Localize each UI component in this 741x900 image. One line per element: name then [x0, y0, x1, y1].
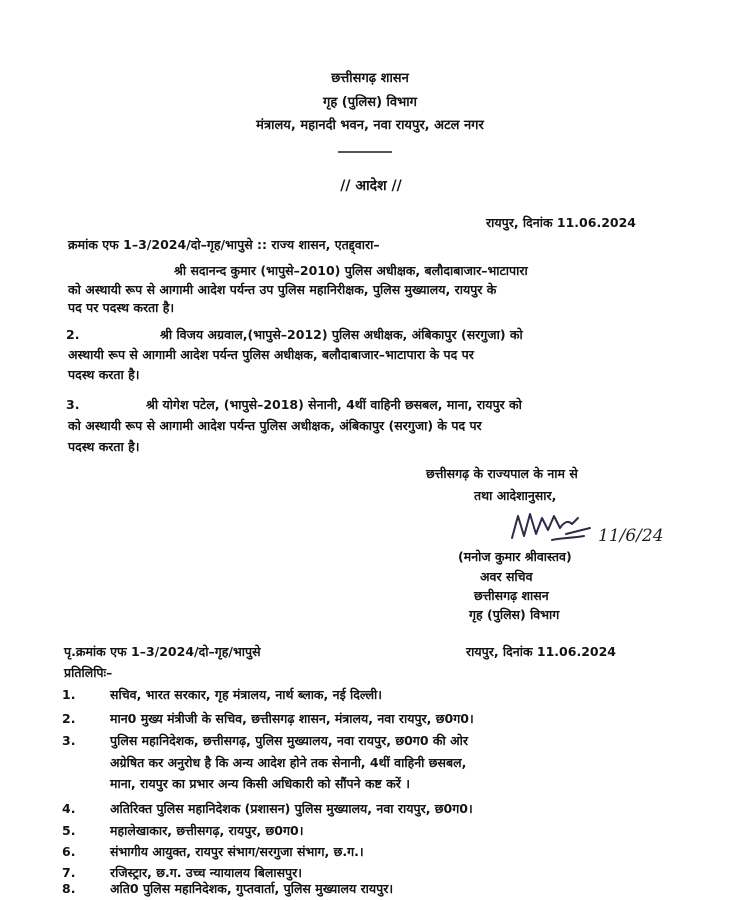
copy-item-4-number: 4.	[62, 801, 76, 816]
order-item-3-line-2: को अस्थायी रूप से आगामी आदेश पर्यन्त पुलिस अधीक्षक, अंबिकापुर (सरगुजा) के पद पर	[68, 418, 482, 433]
order-item-3-line-1: श्री योगेश पटेल, (भापुसे–2018) सेनानी, 4थीं वाहिनी छसबल, माना, रायपुर को	[146, 397, 522, 412]
header-department: गृह (पुलिस) विभाग	[323, 95, 417, 110]
order-item-1-line-2: को अस्थायी रूप से आगामी आदेश पर्यन्त उप पुलिस महानिरीक्षक, पुलिस मुख्यालय, रायपुर के	[68, 282, 497, 297]
signatory-office: छत्तीसगढ़ शासन	[474, 588, 549, 603]
header-address: मंत्रालय, महानदी भवन, नवा रायपुर, अटल नगर	[256, 118, 484, 133]
order-place-date: रायपुर, दिनांक 11.06.2024	[486, 215, 636, 230]
copy-item-3-number: 3.	[62, 733, 76, 748]
copy-item-2: मान0 मुख्य मंत्रीजी के सचिव, छत्तीसगढ़ शासन, मंत्रालय, नवा रायपुर, छ0ग0।	[110, 711, 474, 726]
copy-item-8: अति0 पुलिस महानिदेशक, गुप्तवार्ता, पुलिस मुख्यालय रायपुर।	[110, 881, 394, 896]
endorsement-place-date: रायपुर, दिनांक 11.06.2024	[466, 644, 616, 659]
order-item-3-number: 3.	[66, 397, 80, 412]
order-item-1-line-1: श्री सदानन्द कुमार (भापुसे–2010) पुलिस अधीक्षक, बलौदाबाजार–भाटापारा	[174, 263, 528, 278]
copy-item-5: महालेखाकार, छत्तीसगढ़, रायपुर, छ0ग0।	[110, 823, 304, 838]
copy-item-6-number: 6.	[62, 844, 76, 859]
copy-item-3-line-3: माना, रायपुर का प्रभार अन्य किसी अधिकारी को सौंपने कष्ट करें ।	[110, 776, 410, 791]
endorsement-number: पृ.क्रमांक एफ 1–3/2024/दो–गृह/भापुसे	[64, 644, 261, 659]
copy-label: प्रतिलिपिः–	[64, 665, 113, 680]
copy-item-7-number: 7.	[62, 865, 76, 880]
signature-scribble	[508, 500, 598, 550]
copy-item-7: रजिस्ट्रार, छ.ग. उच्च न्यायालय बिलासपुर।	[110, 865, 302, 880]
copy-item-1: सचिव, भारत सरकार, गृह मंत्रालय, नार्थ ब्लाक, नई दिल्ली।	[110, 687, 383, 702]
copy-item-3-line-2: अग्रेषित कर अनुरोध है कि अन्य आदेश होने तक सेनानी, 4थीं वाहिनी छसबल,	[110, 755, 467, 770]
by-order-line-2: तथा आदेशानुसार,	[474, 488, 557, 503]
handwritten-date: 11/6/24	[598, 526, 664, 546]
header-divider	[338, 151, 392, 153]
signatory-designation: अवर सचिव	[480, 569, 533, 584]
copy-item-2-number: 2.	[62, 711, 76, 726]
copy-item-8-number: 8.	[62, 881, 76, 896]
copy-item-5-number: 5.	[62, 823, 76, 838]
order-title: // आदेश //	[340, 178, 402, 194]
copy-item-3-line-1: पुलिस महानिदेशक, छत्तीसगढ़, पुलिस मुख्यालय, नवा रायपुर, छ0ग0 की ओर	[110, 733, 468, 748]
by-order-line-1: छत्तीसगढ़ के राज्यपाल के नाम से	[426, 466, 578, 481]
order-item-2-line-1: श्री विजय अग्रवाल,(भापुसे–2012) पुलिस अधीक्षक, अंबिकापुर (सरगुजा) को	[160, 327, 523, 342]
order-item-2-line-2: अस्थायी रूप से आगामी आदेश पर्यन्त पुलिस अधीक्षक, बलौदाबाजार–भाटापारा के पद पर	[68, 347, 474, 362]
order-item-2-number: 2.	[66, 327, 80, 342]
copy-item-4: अतिरिक्त पुलिस महानिदेशक (प्रशासन) पुलिस मुख्यालय, नवा रायपुर, छ0ग0।	[110, 801, 473, 816]
order-item-3-line-3: पदस्थ करता है।	[68, 439, 140, 454]
copy-item-1-number: 1.	[62, 687, 76, 702]
copy-item-6: संभागीय आयुक्त, रायपुर संभाग/सरगुजा संभाग, छ.ग.।	[110, 844, 364, 859]
order-number: क्रमांक एफ 1–3/2024/दो–गृह/भापुसे :: राज्य शासन, एतद्द्वारा–	[68, 237, 380, 252]
signatory-name: (मनोज कुमार श्रीवास्तव)	[458, 549, 572, 564]
signatory-department: गृह (पुलिस) विभाग	[469, 607, 560, 622]
order-item-1-line-3: पद पर पदस्थ करता है।	[68, 300, 175, 315]
header-state: छत्तीसगढ़ शासन	[331, 71, 409, 86]
order-item-2-line-3: पदस्थ करता है।	[68, 367, 140, 382]
